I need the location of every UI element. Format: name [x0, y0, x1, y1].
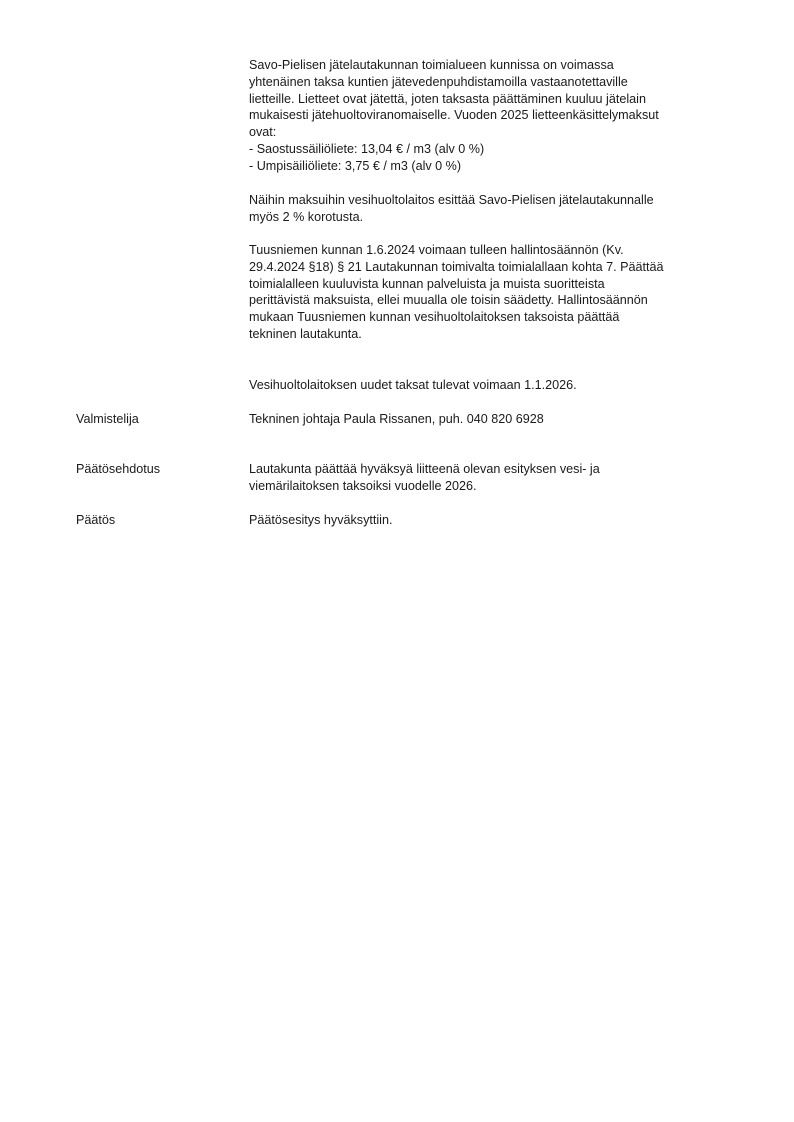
paragraph-effective-date: Vesihuoltolaitoksen uudet taksat tulevat voimaan 1.1.2026. [249, 378, 577, 392]
proposal-label: Päätösehdotus [76, 462, 161, 476]
paragraph-4-wrap [249, 377, 759, 394]
preparer-label: Valmistelija [76, 412, 139, 426]
fee-septic-tank-sludge: - Saostussäiliöliete: 13,04 € / m3 (alv 0 %) [249, 141, 485, 156]
main-text-column [249, 57, 759, 175]
fee-holding-tank-sludge: - Umpisäiliöliete: 3,75 € / m3 (alv 0 %) [249, 158, 462, 173]
paragraph-increase: Näihin maksuihin vesihuoltolaitos esittää Savo-Pielisen jätelautakunnalle myös 2 % korotusta. [249, 193, 654, 224]
decision-label: Päätös [76, 513, 116, 527]
paragraph-sludge-tariff: Savo-Pielisen jätelautakunnan toimialueen kunnissa on voimassa yhtenäinen taksa kuntien jätevedenpuhdistamoilla vastaanotettaville lietteille. Lietteet ovat jätettä, joten taksasta päättäminen kuuluu jätelain mukaisesti jätehuoltoviranomaiselle. Vuoden 2025 lietteenkäsittelymaksut ovat: [249, 58, 659, 140]
paragraph-3-wrap [249, 242, 759, 343]
preparer-value: Tekninen johtaja Paula Rissanen, puh. 040 820 6928 [249, 412, 544, 426]
paragraph-2-wrap [249, 192, 759, 226]
proposal-value: Lautakunta päättää hyväksyä liitteenä olevan esityksen vesi- ja viemärilaitoksen taksoiksi vuodelle 2026. [249, 462, 600, 493]
paragraph-administrative-rule: Tuusniemen kunnan 1.6.2024 voimaan tulleen hallintosäännön (Kv. 29.4.2024 §18) § 21 Lautakunnan toimivalta toimialallaan kohta 7. Päättää toimialalleen kuuluvista kunnan palveluista ja muista suoritteista perittävistä maksuista, ellei muualla ole toisin säädetty. Hallintosäännön mukaan Tuusniemen kunnan vesihuoltolaitoksen taksoista päättää tekninen lautakunta. [249, 243, 664, 341]
decision-value: Päätösesitys hyväksyttiin. [249, 513, 393, 527]
